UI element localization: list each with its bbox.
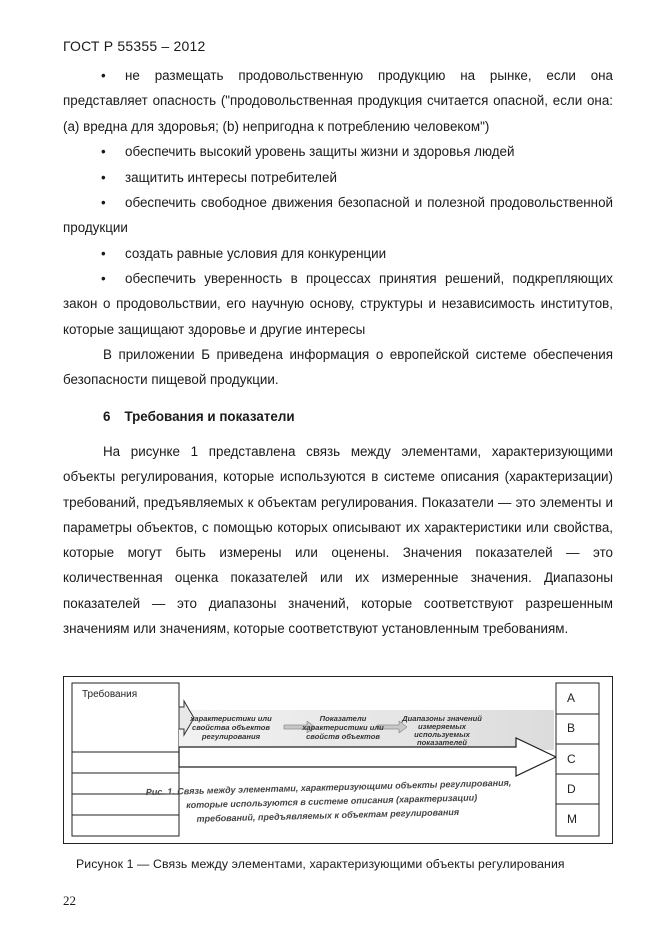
inner-caption-line: требований, предъявляемых к объектам регулирования (196, 806, 460, 824)
bullet-item: • обеспечить свободное движения безопасной и полезной продовольственной продукции (63, 190, 613, 241)
requirements-column (72, 683, 179, 836)
box3-line: измеряемых (418, 722, 466, 731)
letter-d: D (567, 782, 576, 796)
letter-column (556, 683, 599, 836)
bullet-item: • обеспечить уверенность в процессах принятия решений, подкрепляющих закон о продовольствии, его научную основу, структуры и независимость институтов, которые защищают здоровье и другие интересы (63, 266, 613, 342)
document-header: ГОСТ Р 55355 – 2012 (63, 38, 206, 54)
box3-line: показателей (417, 738, 467, 747)
box2-line: свойств объектов (306, 732, 380, 741)
appendix-paragraph: В приложении Б приведена информация о европейской системе обеспечения безопасности пищевой продукции. (63, 347, 613, 388)
letter-b: B (567, 721, 576, 735)
section-number: 6 (103, 409, 111, 424)
inner-caption-line: которые используются в системе описания (характеризации) (186, 792, 478, 811)
letter-m: M (567, 812, 577, 826)
section-paragraph: На рисунке 1 представлена связь между элементами, характеризующими объекты регулирования, которые используются в системе описания (характеризации) требований, предъявляемых к объектам регулирования. Показатели — это элементы и параметры объектов, с помощью которых описывают их характеристики или свойства, которые могут быть измерены или оценены. Значения показателей — это количественная оценка показателей или их измеренные значения. Диапазоны показателей — это диапазоны значений, которые соответствуют разрешенным значениям или значениям, которые соответствуют установленным требованиям. (63, 444, 613, 637)
letter-a: A (567, 691, 576, 705)
bullet-item: • защитить интересы потребителей (63, 165, 613, 190)
figure-1 (63, 676, 613, 844)
box3-line: используемых (414, 730, 470, 739)
figure-caption: Рисунок 1 — Связь между элементами, характеризующими объекты регулирования (76, 857, 565, 871)
box3-line: Диапазоны значений (402, 714, 482, 723)
box2-line: Показатели (319, 714, 367, 723)
section-heading (103, 409, 295, 424)
bullet-item: • создать равные условия для конкуренции (63, 241, 613, 266)
box1-line: свойства объектов (192, 723, 270, 732)
page-number: 22 (63, 893, 76, 908)
box1-line: регулирования (201, 732, 261, 741)
figure-diagram (64, 677, 614, 845)
letter-c: C (567, 752, 576, 766)
box2-line: характеристики или (302, 723, 384, 732)
requirements-label: Требования (82, 689, 138, 700)
bullet-item: • не размещать продовольственную продукцию на рынке, если она представляет опасность ("продовольственная продукция считается опасной, если она: (a) вредна для здоровья; (b) непригодна к потреблению человеком") (63, 63, 613, 139)
inner-caption-line: Рис. 1. Связь между элементами, характеризующими объекты регулирования, (145, 777, 512, 798)
bullet-item: • обеспечить высокий уровень защиты жизни и здоровья людей (63, 139, 613, 164)
section-title: Требования и показатели (124, 409, 295, 424)
box1-line: характеристики или (190, 714, 272, 723)
